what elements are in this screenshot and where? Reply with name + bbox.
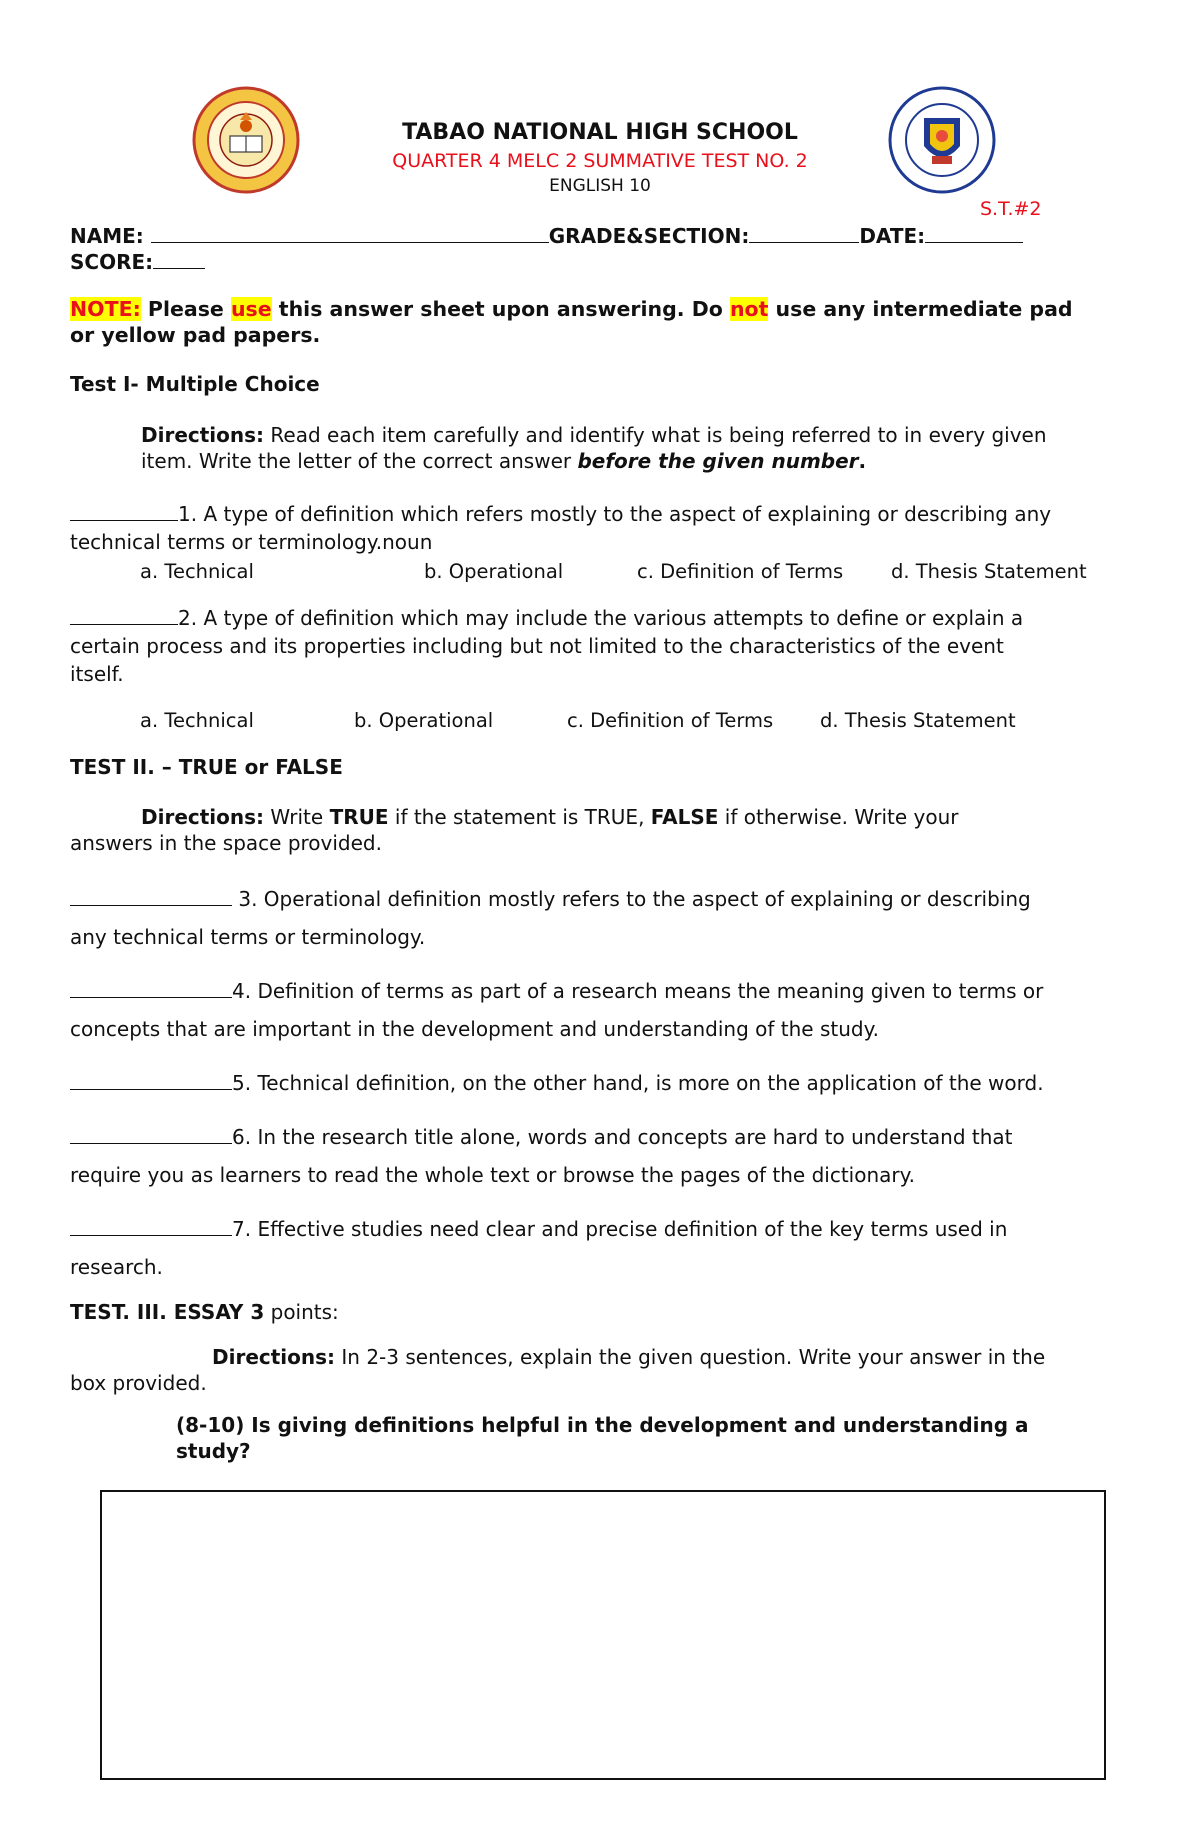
test3-heading: TEST. III. ESSAY 3 points:	[70, 1300, 339, 1324]
score-label: SCORE:	[70, 250, 154, 274]
student-info-row	[70, 222, 1023, 248]
note: NOTE: Please use this answer sheet upon answering. Do not use any intermediate pad or yellow pad papers.	[70, 297, 1073, 347]
question-1: 1. A type of definition which refers mostly to the aspect of explaining or describing any technical terms or terminology.noun	[70, 502, 1052, 554]
test3-directions: Directions: In 2-3 sentences, explain the given question. Write your answer in the box provided.	[70, 1345, 1046, 1395]
school-name: TABAO NATIONAL HIGH SCHOOL	[402, 120, 798, 145]
date-field[interactable]	[925, 222, 1023, 243]
essay-answer-box[interactable]	[100, 1490, 1106, 1780]
q1-choice-c[interactable]: c. Definition of Terms	[637, 560, 844, 583]
q1-choice-a[interactable]: a. Technical	[140, 560, 254, 583]
question-3: 3. Operational definition mostly refers to the aspect of explaining or describing any technical terms or terminology.	[70, 887, 1031, 949]
grade-section-label: GRADE&SECTION:	[548, 224, 750, 248]
answer-blank-1[interactable]	[70, 500, 178, 521]
answer-blank-6[interactable]	[70, 1123, 232, 1144]
grade-section-field[interactable]	[749, 222, 859, 243]
q2-choice-d[interactable]: d. Thesis Statement	[820, 709, 1016, 732]
test2-directions: Directions: Write TRUE if the statement is TRUE, FALSE if otherwise. Write your answers in the space provided.	[70, 805, 959, 855]
answer-blank-3[interactable]	[70, 885, 232, 906]
q1-choice-d[interactable]: d. Thesis Statement	[891, 560, 1087, 583]
score-field[interactable]	[153, 248, 205, 269]
question-5: 5. Technical definition, on the other hand, is more on the application of the word.	[70, 1064, 1160, 1102]
question-6: 6. In the research title alone, words and concepts are hard to understand that require you as learners to read the whole text or browse the pages of the dictionary.	[70, 1125, 1013, 1187]
note-highlight-not: not	[729, 297, 769, 321]
q2-choice-c[interactable]: c. Definition of Terms	[567, 709, 774, 732]
name-label: NAME:	[70, 224, 144, 248]
question-4: 4. Definition of terms as part of a research means the meaning given to terms or concepts that are important in the development and understanding of the study.	[70, 979, 1044, 1041]
answer-blank-7[interactable]	[70, 1215, 232, 1236]
test-code: S.T.#2	[980, 198, 1042, 220]
q2-choice-b[interactable]: b. Operational	[354, 709, 494, 732]
name-field[interactable]	[151, 222, 549, 243]
date-label: DATE:	[859, 224, 926, 248]
q1-choice-b[interactable]: b. Operational	[424, 560, 564, 583]
question-2: 2. A type of definition which may include the various attempts to define or explain a certain process and its properties including but not limited to the characteristics of the event itself.	[70, 606, 1024, 686]
note-highlight-use: use	[230, 297, 272, 321]
subject-label: ENGLISH 10	[549, 176, 651, 196]
answer-blank-4[interactable]	[70, 977, 232, 998]
test1-directions: Directions: Read each item carefully and identify what is being referred to in every given item. Write the letter of the correct answer before the given number.	[141, 423, 1047, 473]
test-title: QUARTER 4 MELC 2 SUMMATIVE TEST NO. 2	[392, 150, 808, 172]
q2-choice-a[interactable]: a. Technical	[140, 709, 254, 732]
test1-heading: Test I- Multiple Choice	[70, 372, 320, 396]
test2-heading: TEST II. – TRUE or FALSE	[70, 755, 343, 779]
answer-blank-5[interactable]	[70, 1069, 232, 1090]
answer-blank-2[interactable]	[70, 604, 178, 625]
note-label: NOTE:	[70, 297, 141, 321]
score-row	[70, 248, 205, 274]
essay-question: (8-10) Is giving definitions helpful in the development and understanding a study?	[176, 1413, 1029, 1463]
question-7: 7. Effective studies need clear and precise definition of the key terms used in research.	[70, 1217, 1008, 1279]
